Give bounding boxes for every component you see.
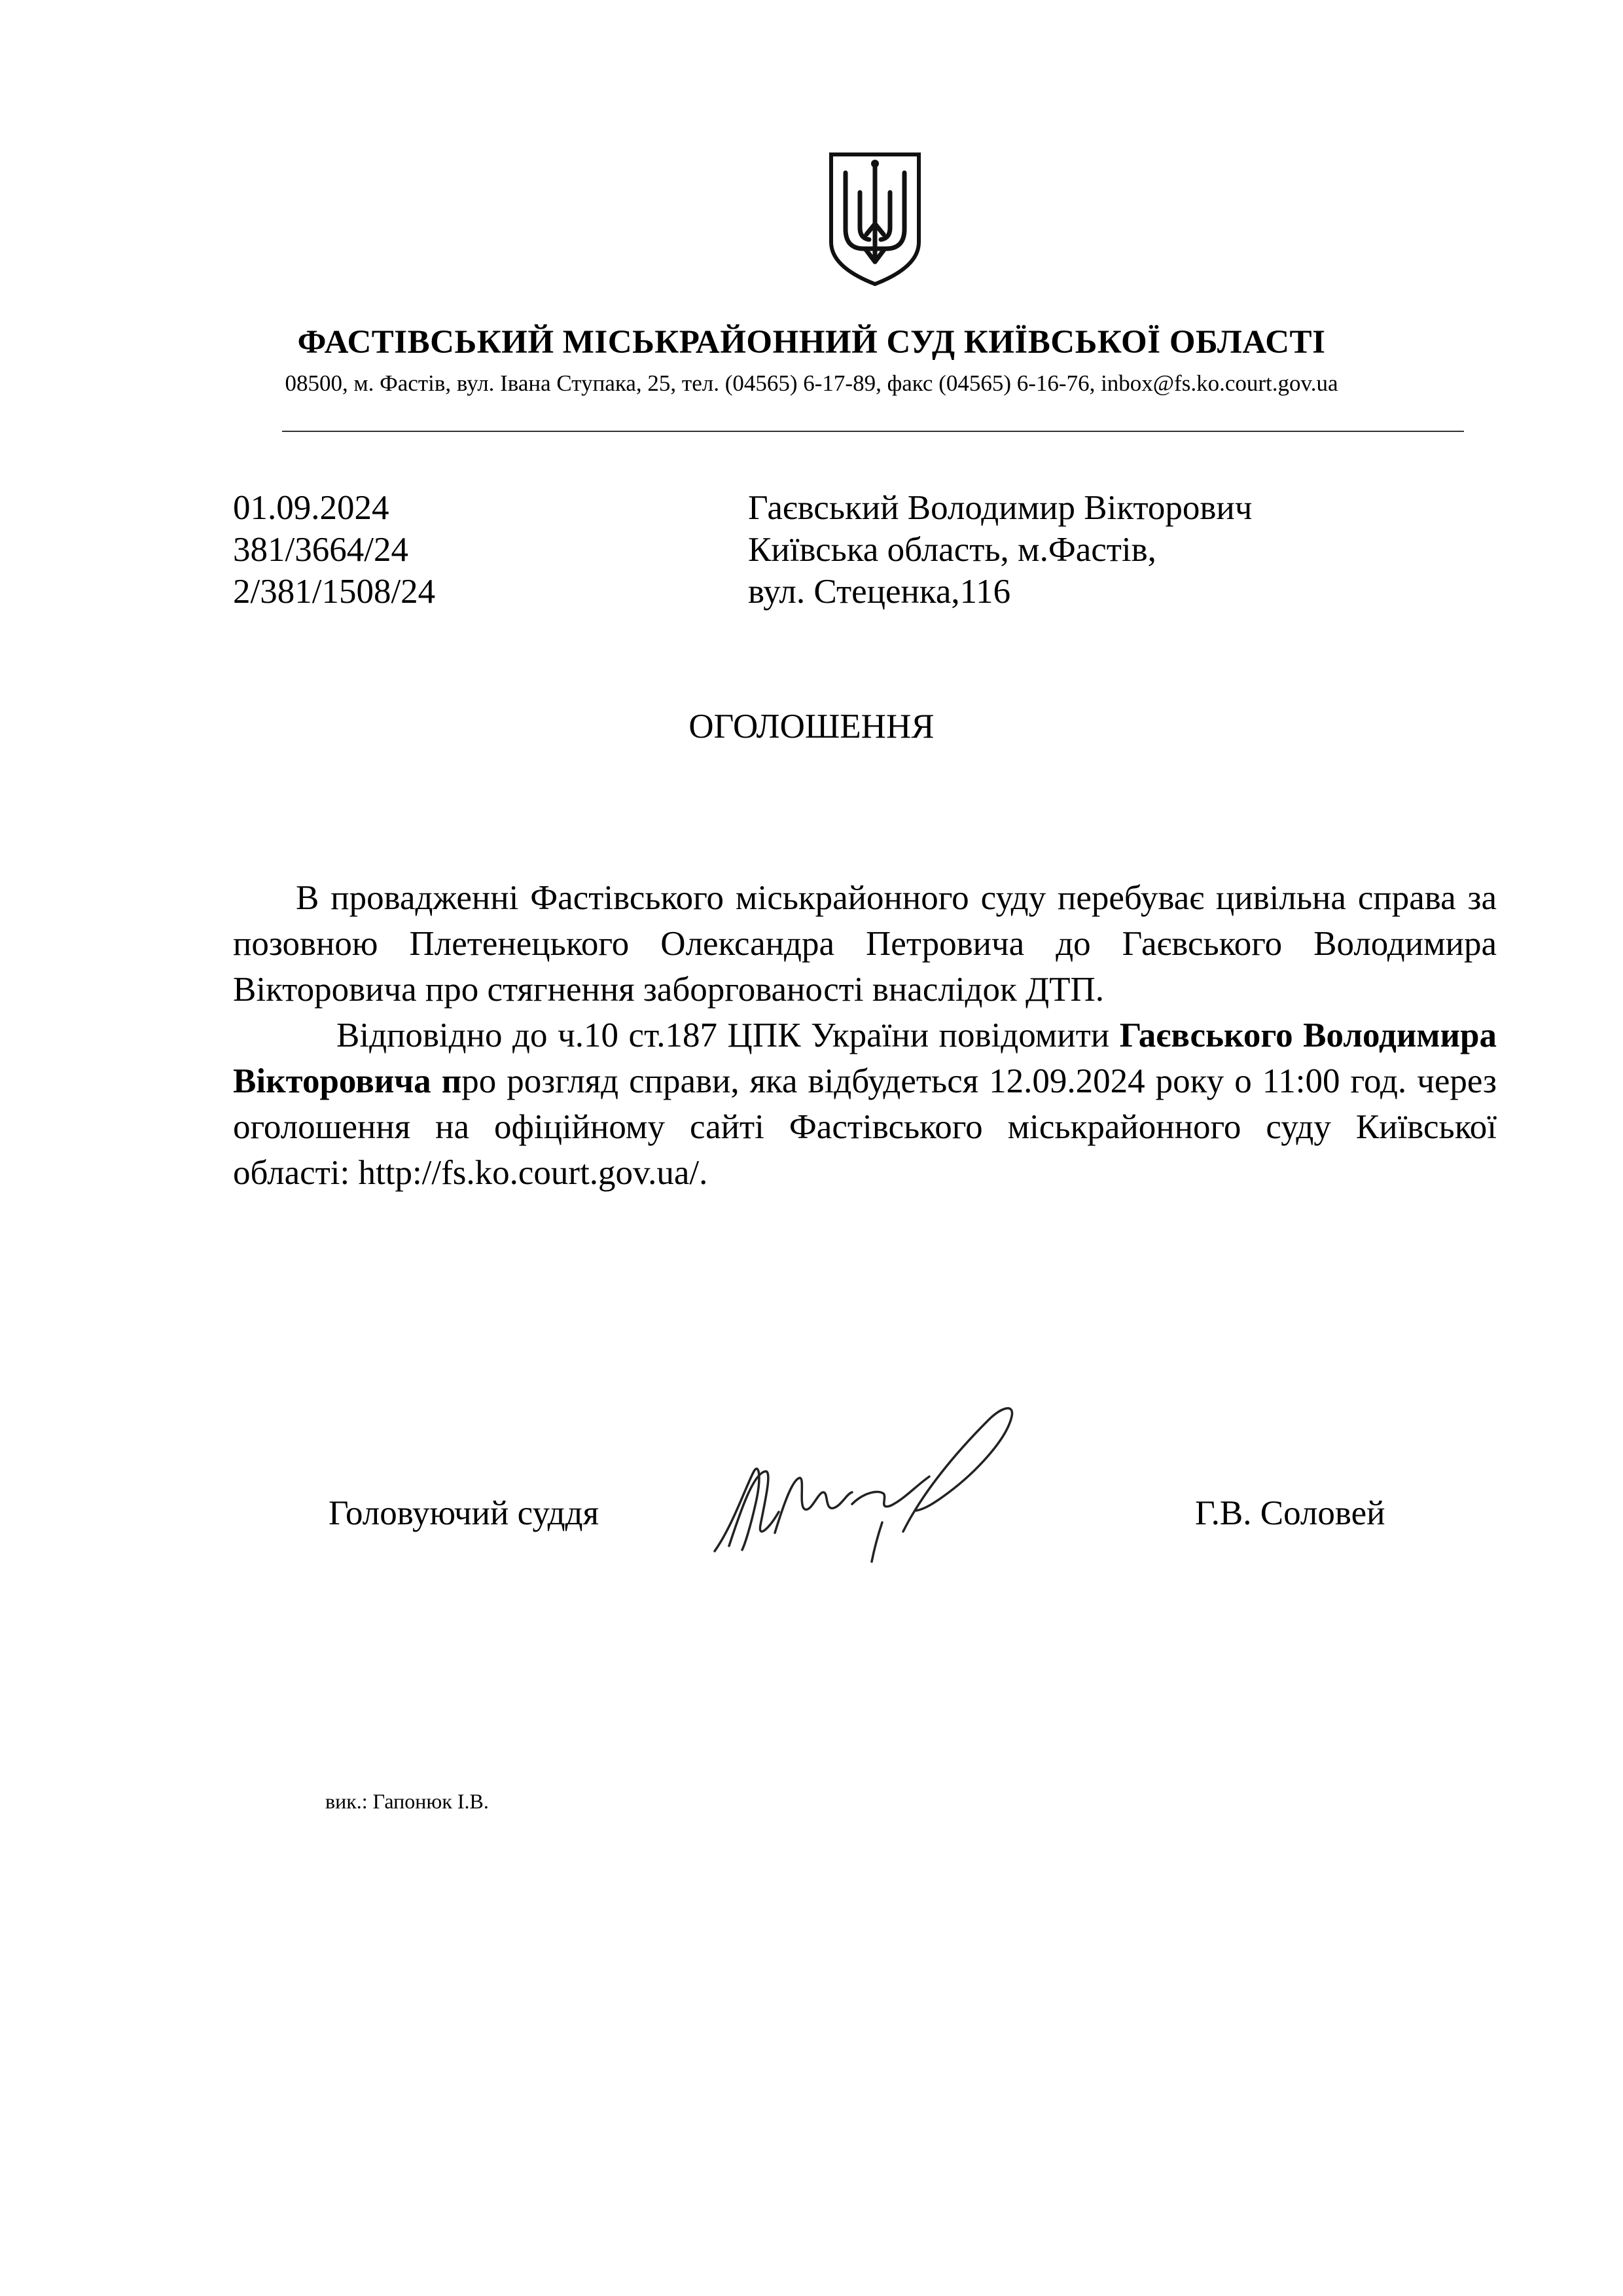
recipient-name: Гаєвський Володимир Вікторович	[748, 489, 1253, 527]
document-title: ОГОЛОШЕННЯ	[688, 708, 935, 745]
court-name: ФАСТІВСЬКИЙ МІСЬКРАЙОННИЙ СУД КИЇВСЬКОЇ ОБЛАСТІ	[297, 324, 1326, 361]
handwritten-signature	[707, 1394, 1034, 1577]
paragraph-2-intro: Відповідно до ч.10 ст.187 ЦПК України повідомити	[336, 1016, 1120, 1054]
header-divider	[282, 431, 1464, 432]
paragraph-2-rest: ро розгляд справи, яка відбудеться 12.09.2024 року о 11:00 год. через оголошення на офіційному сайті Фастівського міськрайонного суду Київської області: http://fs.ko.court.gov.ua/.	[233, 1062, 1497, 1192]
judge-name: Г.В. Соловей	[1195, 1494, 1385, 1532]
recipient-street: вул. Стеценка,116	[748, 573, 1011, 611]
paragraph-2-bold-name: Гаєвського Володимира Вікторовича п	[233, 1016, 1497, 1100]
case-number: 381/3664/24	[233, 531, 408, 569]
body-paragraph-1: В провадженні Фастівського міськрайонного суду перебуває цивільна справа за позовною Плетенецького Олександра Петровича до Гаєвського Володимира Вікторовича про стягнення заборгованості внаслідок ДТП.	[233, 879, 1497, 1009]
document-date: 01.09.2024	[233, 489, 389, 527]
recipient-region: Київська область, м.Фастів,	[748, 531, 1156, 569]
judge-role: Головуючий суддя	[329, 1494, 599, 1532]
executor-note: вик.: Гапонюк І.В.	[325, 1789, 489, 1813]
ukraine-trident-icon	[826, 151, 924, 288]
proceeding-number: 2/381/1508/24	[233, 573, 436, 611]
body-paragraph-2	[233, 1013, 1497, 1196]
court-address: 08500, м. Фастів, вул. Івана Ступака, 25, тел. (04565) 6-17-89, факс (04565) 6-16-76, inbox@fs.ko.court.gov.ua	[285, 370, 1338, 396]
